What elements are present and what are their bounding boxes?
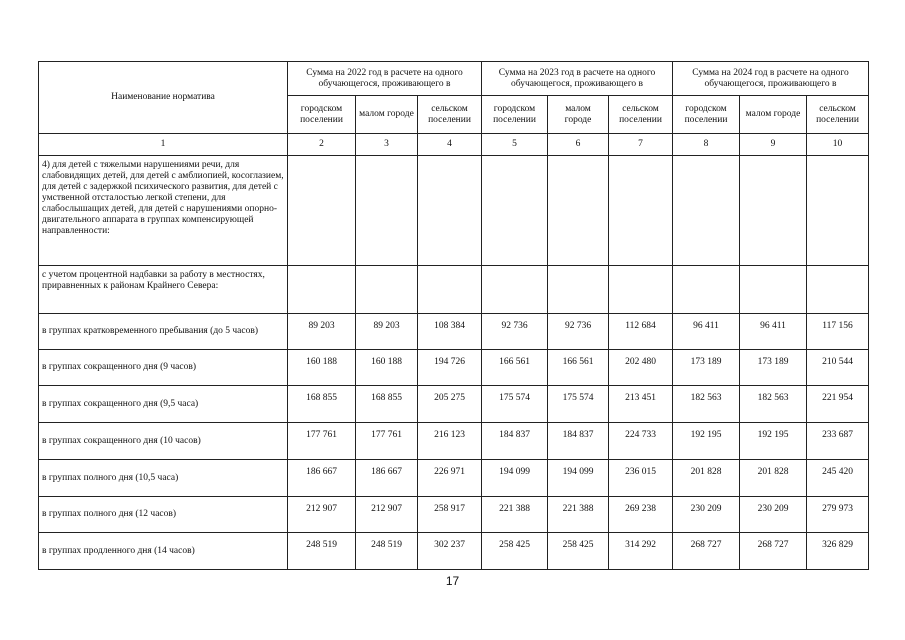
value-cell: 201 828 [740,460,807,497]
empty-cell [609,266,673,314]
value-cell: 194 726 [418,350,482,386]
empty-cell [609,156,673,266]
value-cell: 221 388 [548,497,609,533]
row-label: в группах полного дня (12 часов) [39,497,288,533]
value-cell: 224 733 [609,423,673,460]
value-cell: 192 195 [740,423,807,460]
value-cell: 173 189 [673,350,740,386]
empty-cell [807,156,869,266]
table-row [39,533,869,570]
value-cell: 258 425 [482,533,548,570]
value-cell: 221 388 [482,497,548,533]
section-label: 4) для детей с тяжелыми нарушениями речи, для слабовидящих детей, для детей с амблиопией, косоглазием, для детей с задержкой психического развития, для детей с умственной отсталостью легкой степени, для слабослышащих детей, для детей с нарушениями опорно-двигательного аппарата в группах компенсирующей направленности: [39,156,288,266]
col-number: 9 [740,134,807,156]
value-cell: 192 195 [673,423,740,460]
value-cell: 221 954 [807,386,869,423]
value-cell: 326 829 [807,533,869,570]
value-cell: 186 667 [288,460,356,497]
value-cell: 212 907 [356,497,418,533]
value-cell: 186 667 [356,460,418,497]
value-cell: 236 015 [609,460,673,497]
value-cell: 173 189 [740,350,807,386]
value-cell: 201 828 [673,460,740,497]
value-cell: 175 574 [482,386,548,423]
value-cell: 230 209 [740,497,807,533]
empty-cell [548,266,609,314]
empty-cell [288,266,356,314]
value-cell: 212 907 [288,497,356,533]
table-row [39,350,869,386]
value-cell: 96 411 [673,314,740,350]
row-label: в группах сокращенного дня (9 часов) [39,350,288,386]
header-urban: городском поселении [288,96,356,134]
empty-cell [356,156,418,266]
value-cell: 268 727 [740,533,807,570]
table-row [39,386,869,423]
row-label: в группах сокращенного дня (10 часов) [39,423,288,460]
value-cell: 248 519 [288,533,356,570]
header-small-town: малом городе [356,96,418,134]
value-cell: 194 099 [548,460,609,497]
value-cell: 279 973 [807,497,869,533]
empty-cell [807,266,869,314]
empty-cell [673,266,740,314]
row-label: в группах полного дня (10,5 часа) [39,460,288,497]
value-cell: 226 971 [418,460,482,497]
value-cell: 182 563 [740,386,807,423]
empty-cell [288,156,356,266]
value-cell: 213 451 [609,386,673,423]
section-row [39,266,869,314]
value-cell: 230 209 [673,497,740,533]
header-rural: сельском поселении [418,96,482,134]
section-label: с учетом процентной надбавки за работу в местностях, приравненных к районам Крайнего Севера: [39,266,288,314]
value-cell: 184 837 [482,423,548,460]
row-label: в группах продленного дня (14 часов) [39,533,288,570]
value-cell: 184 837 [548,423,609,460]
header-urban: городском поселении [482,96,548,134]
header-urban: городском поселении [673,96,740,134]
table-row [39,314,869,350]
value-cell: 194 099 [482,460,548,497]
page-number: 17 [445,574,460,588]
value-cell: 210 544 [807,350,869,386]
value-cell: 314 292 [609,533,673,570]
value-cell: 175 574 [548,386,609,423]
column-numbers-row [39,134,869,156]
value-cell: 302 237 [418,533,482,570]
table-row [39,497,869,533]
value-cell: 168 855 [356,386,418,423]
table-row [39,423,869,460]
header-small-town: малом городе [548,96,609,134]
empty-cell [740,266,807,314]
col-number: 5 [482,134,548,156]
value-cell: 117 156 [807,314,869,350]
header-row-years [39,62,869,96]
empty-cell [740,156,807,266]
value-cell: 92 736 [548,314,609,350]
value-cell: 268 727 [673,533,740,570]
col-number: 1 [39,134,288,156]
col-number: 4 [418,134,482,156]
value-cell: 168 855 [288,386,356,423]
col-number: 10 [807,134,869,156]
value-cell: 112 684 [609,314,673,350]
empty-cell [673,156,740,266]
value-cell: 216 123 [418,423,482,460]
table-row [39,460,869,497]
empty-cell [482,156,548,266]
header-rural: сельском поселении [609,96,673,134]
value-cell: 89 203 [356,314,418,350]
empty-cell [482,266,548,314]
header-name-col: Наименование норматива [39,62,288,134]
row-label: в группах кратковременного пребывания (до 5 часов) [39,314,288,350]
value-cell: 166 561 [482,350,548,386]
col-number: 3 [356,134,418,156]
header-year-2022: Сумма на 2022 год в расчете на одного обучающегося, проживающего в [288,62,482,96]
empty-cell [418,266,482,314]
empty-cell [548,156,609,266]
value-cell: 160 188 [356,350,418,386]
value-cell: 166 561 [548,350,609,386]
value-cell: 258 917 [418,497,482,533]
col-number: 2 [288,134,356,156]
value-cell: 202 480 [609,350,673,386]
empty-cell [418,156,482,266]
value-cell: 258 425 [548,533,609,570]
value-cell: 269 238 [609,497,673,533]
empty-cell [356,266,418,314]
section-row [39,156,869,266]
header-rural: сельском поселении [807,96,869,134]
col-number: 6 [548,134,609,156]
value-cell: 92 736 [482,314,548,350]
header-year-2023: Сумма на 2023 год в расчете на одного обучающегося, проживающего в [482,62,673,96]
value-cell: 182 563 [673,386,740,423]
col-number: 8 [673,134,740,156]
table-body [39,62,869,570]
norms-table [38,61,869,570]
header-year-2024: Сумма на 2024 год в расчете на одного обучающегося, проживающего в [673,62,869,96]
header-small-town: малом городе [740,96,807,134]
value-cell: 160 188 [288,350,356,386]
value-cell: 205 275 [418,386,482,423]
value-cell: 89 203 [288,314,356,350]
value-cell: 245 420 [807,460,869,497]
value-cell: 96 411 [740,314,807,350]
col-number: 7 [609,134,673,156]
value-cell: 248 519 [356,533,418,570]
value-cell: 108 384 [418,314,482,350]
value-cell: 177 761 [288,423,356,460]
value-cell: 233 687 [807,423,869,460]
value-cell: 177 761 [356,423,418,460]
row-label: в группах сокращенного дня (9,5 часа) [39,386,288,423]
